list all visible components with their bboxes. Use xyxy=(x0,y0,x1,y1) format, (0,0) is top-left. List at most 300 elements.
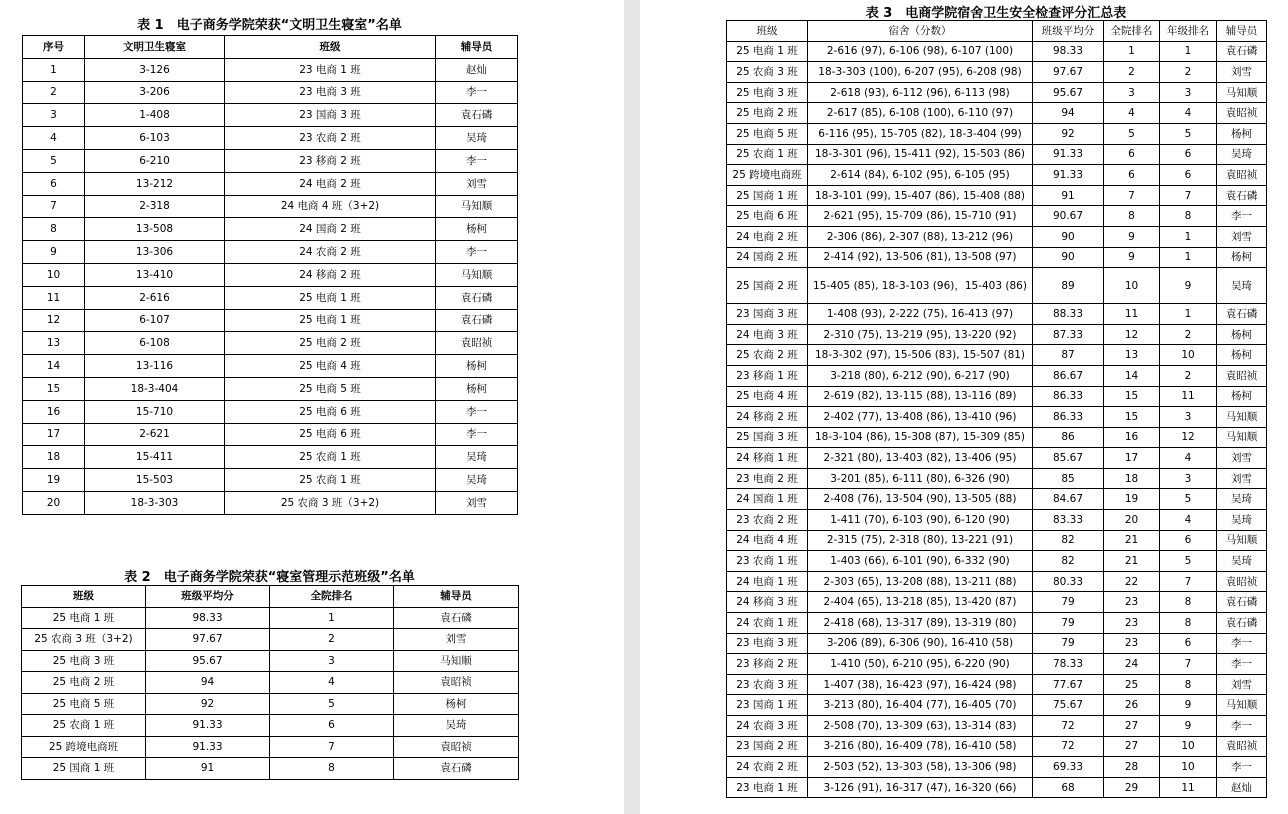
table3-cell: 13 xyxy=(1104,345,1160,366)
table1-header-cell: 文明卫生寝室 xyxy=(85,36,225,59)
table3-cell: 刘雪 xyxy=(1217,226,1267,247)
table3-cell: 1 xyxy=(1104,41,1160,62)
table1-cell: 15-411 xyxy=(85,446,225,469)
table1-cell: 12 xyxy=(23,309,85,332)
table3-cell: 91.33 xyxy=(1033,144,1104,165)
table3-cell: 18 xyxy=(1104,468,1160,489)
table3-cell: 23 移商 1 班 xyxy=(727,365,808,386)
table1-cell: 23 国商 3 班 xyxy=(225,104,436,127)
table3-cell: 25 国商 2 班 xyxy=(727,268,808,304)
table3-cell: 赵灿 xyxy=(1217,777,1267,798)
table2-cell: 25 电商 5 班 xyxy=(22,693,146,715)
table3-cell: 7 xyxy=(1160,185,1217,206)
table3-cell: 83.33 xyxy=(1033,510,1104,531)
table3-row xyxy=(727,674,1267,695)
table1-cell: 24 国商 2 班 xyxy=(225,218,436,241)
table3-cell: 24 农商 2 班 xyxy=(727,757,808,778)
table1-cell: 25 电商 1 班 xyxy=(225,286,436,309)
table3-cell: 1 xyxy=(1160,226,1217,247)
table3-row xyxy=(727,304,1267,325)
table3-cell: 18-3-101 (99), 15-407 (86), 15-408 (88) xyxy=(808,185,1033,206)
table3-cell: 7 xyxy=(1104,185,1160,206)
table3-cell: 2-321 (80), 13-403 (82), 13-406 (95) xyxy=(808,448,1033,469)
table2-cell: 1 xyxy=(270,607,394,629)
table3-cell: 2-508 (70), 13-309 (63), 13-314 (83) xyxy=(808,716,1033,737)
table3-cell: 袁石磷 xyxy=(1217,185,1267,206)
table2-cell: 马知顺 xyxy=(394,650,519,672)
table1-cell: 1 xyxy=(23,58,85,81)
table3-cell: 24 移商 3 班 xyxy=(727,592,808,613)
table3-row xyxy=(727,386,1267,407)
table3-header-cell: 宿舍（分数） xyxy=(808,21,1033,42)
table3-cell: 袁昭祯 xyxy=(1217,571,1267,592)
table2-cell: 92 xyxy=(146,693,270,715)
table1-cell: 2 xyxy=(23,81,85,104)
table2-row xyxy=(22,693,519,715)
table2-cell: 吴琦 xyxy=(394,715,519,737)
table3-cell: 86.33 xyxy=(1033,407,1104,428)
table3-cell: 18-3-301 (96), 15-411 (92), 15-503 (86) xyxy=(808,144,1033,165)
table2-header-cell: 班级平均分 xyxy=(146,586,270,608)
table1-cell: 李一 xyxy=(436,81,518,104)
table2-header-cell: 辅导员 xyxy=(394,586,519,608)
table2-body xyxy=(22,607,519,779)
table3-header-cell: 班级平均分 xyxy=(1033,21,1104,42)
table3-cell: 4 xyxy=(1160,448,1217,469)
table1-cell: 袁石磷 xyxy=(436,309,518,332)
table1-cell: 袁石磷 xyxy=(436,104,518,127)
table1-cell: 18-3-404 xyxy=(85,377,225,400)
table3-cell: 10 xyxy=(1160,345,1217,366)
table2-cell: 97.67 xyxy=(146,629,270,651)
table3-cell: 22 xyxy=(1104,571,1160,592)
table3-cell: 23 xyxy=(1104,592,1160,613)
table1-cell: 杨柯 xyxy=(436,377,518,400)
table3-cell: 袁石磷 xyxy=(1217,304,1267,325)
table3-cell: 23 电商 2 班 xyxy=(727,468,808,489)
table3-cell: 80.33 xyxy=(1033,571,1104,592)
table3-cell: 4 xyxy=(1160,103,1217,124)
table1-cell: 13-410 xyxy=(85,263,225,286)
table1-cell: 6-107 xyxy=(85,309,225,332)
table2-cell: 95.67 xyxy=(146,650,270,672)
table1-cell: 赵灿 xyxy=(436,58,518,81)
table3-row xyxy=(727,777,1267,798)
table3-cell: 25 电商 5 班 xyxy=(727,123,808,144)
table2-header-cell: 班级 xyxy=(22,586,146,608)
table3-cell: 25 电商 4 班 xyxy=(727,386,808,407)
table3-cell: 87.33 xyxy=(1033,324,1104,345)
table3-cell: 18-3-303 (100), 6-207 (95), 6-208 (98) xyxy=(808,62,1033,83)
table1-cell: 6 xyxy=(23,172,85,195)
table1-row xyxy=(23,195,518,218)
table3-cell: 6-116 (95), 15-705 (82), 18-3-404 (99) xyxy=(808,123,1033,144)
table3-cell: 刘雪 xyxy=(1217,468,1267,489)
table3-cell: 8 xyxy=(1160,592,1217,613)
table3-cell: 11 xyxy=(1160,777,1217,798)
table3 xyxy=(726,20,1267,798)
table3-cell: 8 xyxy=(1160,613,1217,634)
table3-cell: 77.67 xyxy=(1033,674,1104,695)
table3-cell: 15 xyxy=(1104,386,1160,407)
table3-cell: 1-411 (70), 6-103 (90), 6-120 (90) xyxy=(808,510,1033,531)
table1-cell: 18 xyxy=(23,446,85,469)
table3-cell: 26 xyxy=(1104,695,1160,716)
table3-cell: 25 国商 3 班 xyxy=(727,427,808,448)
table3-cell: 3 xyxy=(1104,82,1160,103)
table3-cell: 79 xyxy=(1033,633,1104,654)
table3-cell: 李一 xyxy=(1217,757,1267,778)
table3-cell: 杨柯 xyxy=(1217,324,1267,345)
table3-cell: 2-408 (76), 13-504 (90), 13-505 (88) xyxy=(808,489,1033,510)
table2-cell: 4 xyxy=(270,672,394,694)
table1-cell: 李一 xyxy=(436,241,518,264)
table3-cell: 2-614 (84), 6-102 (95), 6-105 (95) xyxy=(808,165,1033,186)
table3-cell: 8 xyxy=(1160,674,1217,695)
table1-header-cell: 序号 xyxy=(23,36,85,59)
table2-cell: 25 电商 1 班 xyxy=(22,607,146,629)
table3-row xyxy=(727,571,1267,592)
table3-cell: 李一 xyxy=(1217,716,1267,737)
page-gap xyxy=(624,0,640,814)
table3-cell: 18-3-302 (97), 15-506 (83), 15-507 (81) xyxy=(808,345,1033,366)
table1-cell: 20 xyxy=(23,491,85,514)
table2-cell: 91.33 xyxy=(146,715,270,737)
table3-cell: 2 xyxy=(1160,324,1217,345)
table3-cell: 98.33 xyxy=(1033,41,1104,62)
table3-cell: 杨柯 xyxy=(1217,345,1267,366)
table3-cell: 95.67 xyxy=(1033,82,1104,103)
table3-cell: 84.67 xyxy=(1033,489,1104,510)
table3-cell: 袁昭祯 xyxy=(1217,165,1267,186)
table1-row xyxy=(23,58,518,81)
table1-cell: 25 电商 6 班 xyxy=(225,423,436,446)
table3-cell: 吴琦 xyxy=(1217,551,1267,572)
table3-cell: 刘雪 xyxy=(1217,674,1267,695)
table2-row xyxy=(22,629,519,651)
table1-cell: 25 电商 1 班 xyxy=(225,309,436,332)
table3-row xyxy=(727,185,1267,206)
table1-cell: 李一 xyxy=(436,423,518,446)
table3-cell: 27 xyxy=(1104,736,1160,757)
table3-cell: 91.33 xyxy=(1033,165,1104,186)
table3-cell: 7 xyxy=(1160,571,1217,592)
table3-row xyxy=(727,448,1267,469)
table3-cell: 23 农商 1 班 xyxy=(727,551,808,572)
table1-cell: 李一 xyxy=(436,400,518,423)
table3-cell: 24 农商 3 班 xyxy=(727,716,808,737)
table3-cell: 19 xyxy=(1104,489,1160,510)
table1-cell: 17 xyxy=(23,423,85,446)
table3-cell: 2-306 (86), 2-307 (88), 13-212 (96) xyxy=(808,226,1033,247)
table3-cell: 6 xyxy=(1160,144,1217,165)
table3-cell: 24 移商 1 班 xyxy=(727,448,808,469)
table3-cell: 25 电商 6 班 xyxy=(727,206,808,227)
table3-cell: 马知顺 xyxy=(1217,695,1267,716)
table1-row xyxy=(23,423,518,446)
table3-cell: 29 xyxy=(1104,777,1160,798)
table1-cell: 李一 xyxy=(436,149,518,172)
table2-cell: 杨柯 xyxy=(394,693,519,715)
table3-row xyxy=(727,82,1267,103)
table3-cell: 3-126 (91), 16-317 (47), 16-320 (66) xyxy=(808,777,1033,798)
table3-cell: 21 xyxy=(1104,551,1160,572)
table3-cell: 97.67 xyxy=(1033,62,1104,83)
table3-cell: 1 xyxy=(1160,247,1217,268)
table3-cell: 82 xyxy=(1033,551,1104,572)
table3-cell: 25 xyxy=(1104,674,1160,695)
table1-row xyxy=(23,149,518,172)
table1-cell: 15-503 xyxy=(85,469,225,492)
table3-cell: 25 农商 2 班 xyxy=(727,345,808,366)
table3-cell: 25 电商 3 班 xyxy=(727,82,808,103)
table3-cell: 23 农商 2 班 xyxy=(727,510,808,531)
table3-cell: 吴琦 xyxy=(1217,268,1267,304)
table3-cell: 6 xyxy=(1104,144,1160,165)
table3-cell: 72 xyxy=(1033,716,1104,737)
table3-cell: 90.67 xyxy=(1033,206,1104,227)
table3-cell: 2 xyxy=(1160,62,1217,83)
table3-cell: 8 xyxy=(1160,206,1217,227)
table2-cell: 25 农商 1 班 xyxy=(22,715,146,737)
table3-cell: 24 移商 2 班 xyxy=(727,407,808,428)
table3-cell: 2-303 (65), 13-208 (88), 13-211 (88) xyxy=(808,571,1033,592)
table3-cell: 25 电商 1 班 xyxy=(727,41,808,62)
table1-cell: 3 xyxy=(23,104,85,127)
table3-cell: 2-617 (85), 6-108 (100), 6-110 (97) xyxy=(808,103,1033,124)
table1-cell: 25 电商 2 班 xyxy=(225,332,436,355)
table1-title: 表 1 电子商务学院荣获“文明卫生寝室”名单 xyxy=(137,18,402,33)
table1-cell: 10 xyxy=(23,263,85,286)
table3-cell: 2 xyxy=(1104,62,1160,83)
table1-cell: 吴琦 xyxy=(436,469,518,492)
table1-cell: 13-508 xyxy=(85,218,225,241)
table3-row xyxy=(727,365,1267,386)
table3-cell: 17 xyxy=(1104,448,1160,469)
table3-cell: 袁石磷 xyxy=(1217,41,1267,62)
table3-header-cell: 辅导员 xyxy=(1217,21,1267,42)
table3-cell: 92 xyxy=(1033,123,1104,144)
table1-cell: 2-621 xyxy=(85,423,225,446)
table3-row xyxy=(727,407,1267,428)
table3-row xyxy=(727,757,1267,778)
table3-row xyxy=(727,716,1267,737)
table2-cell: 刘雪 xyxy=(394,629,519,651)
table1-cell: 2-318 xyxy=(85,195,225,218)
table1-header-cell: 辅导员 xyxy=(436,36,518,59)
table3-cell: 2-418 (68), 13-317 (89), 13-319 (80) xyxy=(808,613,1033,634)
table3-row xyxy=(727,427,1267,448)
table3-cell: 刘雪 xyxy=(1217,448,1267,469)
table3-row xyxy=(727,123,1267,144)
table3-cell: 马知顺 xyxy=(1217,530,1267,551)
table1-body xyxy=(23,58,518,514)
table3-cell: 27 xyxy=(1104,716,1160,737)
table1-row xyxy=(23,172,518,195)
table3-cell: 86 xyxy=(1033,427,1104,448)
table2-row xyxy=(22,758,519,780)
table3-title: 表 3 电商学院宿舍卫生安全检查评分汇总表 xyxy=(865,6,1127,21)
table2 xyxy=(21,585,519,780)
table3-cell: 1-408 (93), 2-222 (75), 16-413 (97) xyxy=(808,304,1033,325)
table3-cell: 李一 xyxy=(1217,206,1267,227)
table3-cell: 3 xyxy=(1160,82,1217,103)
table3-row xyxy=(727,226,1267,247)
table3-cell: 李一 xyxy=(1217,633,1267,654)
table3-cell: 2-619 (82), 13-115 (88), 13-116 (89) xyxy=(808,386,1033,407)
table3-cell: 2-621 (95), 15-709 (86), 15-710 (91) xyxy=(808,206,1033,227)
table3-cell: 2-618 (93), 6-112 (96), 6-113 (98) xyxy=(808,82,1033,103)
table3-cell: 12 xyxy=(1160,427,1217,448)
table1-cell: 23 电商 1 班 xyxy=(225,58,436,81)
table3-cell: 23 移商 2 班 xyxy=(727,654,808,675)
table1-cell: 6-108 xyxy=(85,332,225,355)
document-page-left xyxy=(0,0,624,814)
table2-header-row xyxy=(22,586,519,608)
table3-cell: 89 xyxy=(1033,268,1104,304)
table3-cell: 3 xyxy=(1160,468,1217,489)
table2-cell: 94 xyxy=(146,672,270,694)
table3-row xyxy=(727,206,1267,227)
table1-cell: 24 移商 2 班 xyxy=(225,263,436,286)
table2-cell: 25 跨境电商班 xyxy=(22,736,146,758)
table3-cell: 马知顺 xyxy=(1217,407,1267,428)
table1-cell: 7 xyxy=(23,195,85,218)
table3-cell: 4 xyxy=(1160,510,1217,531)
table1-cell: 18-3-303 xyxy=(85,491,225,514)
table3-cell: 24 农商 1 班 xyxy=(727,613,808,634)
table3-row xyxy=(727,592,1267,613)
table3-cell: 90 xyxy=(1033,247,1104,268)
table3-row xyxy=(727,247,1267,268)
table3-cell: 24 国商 1 班 xyxy=(727,489,808,510)
table2-cell: 25 电商 3 班 xyxy=(22,650,146,672)
table1-row xyxy=(23,469,518,492)
table3-row xyxy=(727,165,1267,186)
table3-cell: 24 电商 2 班 xyxy=(727,226,808,247)
table3-cell: 10 xyxy=(1160,757,1217,778)
table3-cell: 3-201 (85), 6-111 (80), 6-326 (90) xyxy=(808,468,1033,489)
table3-cell: 2-402 (77), 13-408 (86), 13-410 (96) xyxy=(808,407,1033,428)
table1-row xyxy=(23,332,518,355)
table2-cell: 5 xyxy=(270,693,394,715)
table3-cell: 24 xyxy=(1104,654,1160,675)
table3-cell: 8 xyxy=(1104,206,1160,227)
table3-cell: 2-404 (65), 13-218 (85), 13-420 (87) xyxy=(808,592,1033,613)
table1-cell: 13 xyxy=(23,332,85,355)
table3-row xyxy=(727,345,1267,366)
table1-cell: 马知顺 xyxy=(436,195,518,218)
table1-cell: 6-103 xyxy=(85,127,225,150)
table3-cell: 79 xyxy=(1033,613,1104,634)
table3-cell: 86.67 xyxy=(1033,365,1104,386)
table1-row xyxy=(23,104,518,127)
table3-cell: 2-315 (75), 2-318 (80), 13-221 (91) xyxy=(808,530,1033,551)
table3-cell: 15-405 (85), 18-3-103 (96)，15-403 (86) xyxy=(808,268,1033,304)
table1-cell: 25 电商 6 班 xyxy=(225,400,436,423)
table3-cell: 79 xyxy=(1033,592,1104,613)
table1-cell: 24 电商 4 班（3+2) xyxy=(225,195,436,218)
table3-cell: 3-216 (80), 16-409 (78), 16-410 (58) xyxy=(808,736,1033,757)
table3-cell: 18-3-104 (86), 15-308 (87), 15-309 (85) xyxy=(808,427,1033,448)
table3-cell: 25 电商 2 班 xyxy=(727,103,808,124)
table3-cell: 6 xyxy=(1160,530,1217,551)
table3-row xyxy=(727,324,1267,345)
table1-cell: 1-408 xyxy=(85,104,225,127)
table2-cell: 袁昭祯 xyxy=(394,672,519,694)
table2-row xyxy=(22,736,519,758)
table1-cell: 9 xyxy=(23,241,85,264)
table3-cell: 23 国商 3 班 xyxy=(727,304,808,325)
table3-cell: 4 xyxy=(1104,103,1160,124)
table3-cell: 23 电商 1 班 xyxy=(727,777,808,798)
table2-row xyxy=(22,672,519,694)
table1-cell: 4 xyxy=(23,127,85,150)
table3-row xyxy=(727,695,1267,716)
table3-cell: 刘雪 xyxy=(1217,62,1267,83)
table2-cell: 25 国商 1 班 xyxy=(22,758,146,780)
table3-cell: 袁昭祯 xyxy=(1217,365,1267,386)
table2-cell: 91 xyxy=(146,758,270,780)
table3-cell: 2 xyxy=(1160,365,1217,386)
table3-cell: 吴琦 xyxy=(1217,510,1267,531)
table1-row xyxy=(23,81,518,104)
table1-cell: 8 xyxy=(23,218,85,241)
table2-cell: 91.33 xyxy=(146,736,270,758)
table3-cell: 6 xyxy=(1160,633,1217,654)
table1-cell: 25 农商 1 班 xyxy=(225,446,436,469)
table1-cell: 13-306 xyxy=(85,241,225,264)
table1-cell: 吴琦 xyxy=(436,127,518,150)
table3-cell: 2-414 (92), 13-506 (81), 13-508 (97) xyxy=(808,247,1033,268)
table3-cell: 16 xyxy=(1104,427,1160,448)
table1-header-cell: 班级 xyxy=(225,36,436,59)
table3-cell: 5 xyxy=(1104,123,1160,144)
table1-cell: 刘雪 xyxy=(436,172,518,195)
table1-cell: 25 电商 4 班 xyxy=(225,355,436,378)
table3-cell: 94 xyxy=(1033,103,1104,124)
table1-cell: 3-206 xyxy=(85,81,225,104)
table3-cell: 9 xyxy=(1160,268,1217,304)
table3-cell: 3-213 (80), 16-404 (77), 16-405 (70) xyxy=(808,695,1033,716)
table3-cell: 1 xyxy=(1160,41,1217,62)
table2-cell: 3 xyxy=(270,650,394,672)
table1-cell: 14 xyxy=(23,355,85,378)
table3-cell: 1-407 (38), 16-423 (97), 16-424 (98) xyxy=(808,674,1033,695)
table3-cell: 23 xyxy=(1104,633,1160,654)
table3-cell: 11 xyxy=(1104,304,1160,325)
table1-cell: 马知顺 xyxy=(436,263,518,286)
table3-cell: 杨柯 xyxy=(1217,386,1267,407)
table1-row xyxy=(23,263,518,286)
table1-row xyxy=(23,241,518,264)
table1-cell: 13-212 xyxy=(85,172,225,195)
table2-cell: 25 电商 2 班 xyxy=(22,672,146,694)
table3-cell: 25 国商 1 班 xyxy=(727,185,808,206)
table3-cell: 3-218 (80), 6-212 (90), 6-217 (90) xyxy=(808,365,1033,386)
table3-cell: 14 xyxy=(1104,365,1160,386)
table2-cell: 8 xyxy=(270,758,394,780)
table3-cell: 6 xyxy=(1160,165,1217,186)
table3-cell: 5 xyxy=(1160,551,1217,572)
table3-cell: 吴琦 xyxy=(1217,144,1267,165)
table1-cell: 袁昭祯 xyxy=(436,332,518,355)
table3-row xyxy=(727,144,1267,165)
table3-row xyxy=(727,468,1267,489)
table1-cell: 5 xyxy=(23,149,85,172)
table3-cell: 28 xyxy=(1104,757,1160,778)
document-page-right xyxy=(640,0,1288,814)
